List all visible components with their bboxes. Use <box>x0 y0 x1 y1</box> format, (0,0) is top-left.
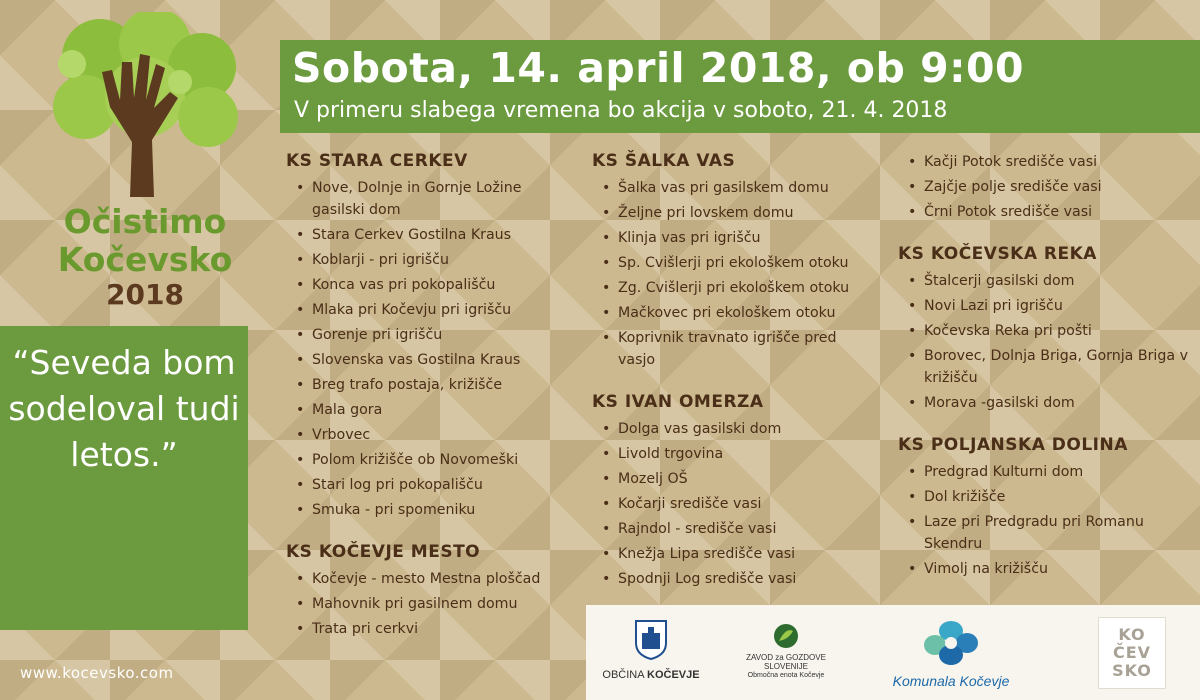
section-title-kocevje-mesto: KS KOČEVJE MESTO <box>286 542 481 562</box>
zavod-line-1: ZAVOD za GOZDOVE <box>746 653 826 662</box>
tree-hand-icon <box>30 12 260 202</box>
list-item: • Gorenje pri igrišču <box>286 324 566 346</box>
list-item: • Polom križišče ob Novomeški <box>286 449 566 471</box>
list-item: • Koblarji - pri igrišču <box>286 249 566 271</box>
column-3 <box>898 151 1188 583</box>
list-item: • Zg. Cvišlerji pri ekološkem otoku <box>592 277 872 299</box>
section-title-poljanska-dolina: KS POLJANSKA DOLINA <box>898 435 1128 455</box>
section-list-ivan-omerza <box>592 418 872 590</box>
list-item: • Klinja vas pri igrišču <box>592 227 872 249</box>
list-item: • Trata pri cerkvi <box>286 618 566 640</box>
list-item: • Zajčje polje središče vasi <box>898 176 1188 198</box>
list-item: • Kačji Potok središče vasi <box>898 151 1188 173</box>
list-item: • Laze pri Predgradu pri Romanu Skendru <box>898 511 1188 555</box>
sponsor-obcina-kocevje <box>596 619 706 681</box>
sponsor-kocevsko-brand <box>1098 617 1166 689</box>
list-item: • Vimolj na križišču <box>898 558 1188 580</box>
list-item: • Mačkovec pri ekološkem otoku <box>592 302 872 324</box>
list-item: • Koprivnik travnato igrišče pred vasjo <box>592 327 872 371</box>
sponsor-komunala-kocevje <box>876 617 1026 689</box>
logo-line-2: Kočevsko <box>57 240 233 279</box>
list-item: • Črni Potok središče vasi <box>898 201 1188 223</box>
list-item: • Stari log pri pokopališču <box>286 474 566 496</box>
column-2 <box>592 151 872 593</box>
forest-leaf-icon <box>771 623 801 649</box>
sponsors-bar <box>586 605 1200 700</box>
section-list-kocevje-mesto <box>286 568 566 640</box>
komunala-label: Komunala Kočevje <box>892 673 1010 689</box>
list-item: • Konca vas pri pokopališču <box>286 274 566 296</box>
list-item: • Stara Cerkev Gostilna Kraus <box>286 224 566 246</box>
list-item: • Kočevje - mesto Mestna ploščad <box>286 568 566 590</box>
zavod-line-3: Območna enota Kočevje <box>747 672 825 679</box>
list-item: • Borovec, Dolnja Briga, Gornja Briga v križišču <box>898 345 1188 389</box>
list-item: • Sp. Cvišlerji pri ekološkem otoku <box>592 252 872 274</box>
section-title-salka-vas: KS ŠALKA VAS <box>592 151 736 171</box>
section-title-stara-cerkev: KS STARA CERKEV <box>286 151 468 171</box>
list-item: • Mala gora <box>286 399 566 421</box>
list-item: • Smuka - pri spomeniku <box>286 499 566 521</box>
list-item: • Kočevska Reka pri pošti <box>898 320 1188 342</box>
list-item: • Kočarji središče vasi <box>592 493 872 515</box>
list-item: • Novi Lazi pri igrišču <box>898 295 1188 317</box>
list-item: • Vrbovec <box>286 424 566 446</box>
list-item: • Breg trafo postaja, križišče <box>286 374 566 396</box>
list-item: • Štalcerji gasilski dom <box>898 270 1188 292</box>
list-item: • Rajndol - središče vasi <box>592 518 872 540</box>
list-item: • Nove, Dolnje in Gornje Ložine gasilski dom <box>286 177 566 221</box>
quote-text: “Seveda bom sodeloval tudi letos.” <box>8 343 240 474</box>
list-item: • Šalka vas pri gasilskem domu <box>592 177 872 199</box>
section-title-ivan-omerza: KS IVAN OMERZA <box>592 392 764 412</box>
coat-of-arms-icon <box>634 619 668 661</box>
kocevje-label: KOČEVJE <box>647 669 700 681</box>
obcina-label: OBČINA <box>602 669 648 681</box>
section-title-kocevska-reka: KS KOČEVSKA REKA <box>898 244 1097 264</box>
logo-line-1: Očistimo <box>63 202 227 241</box>
section-list-salka-vas <box>592 177 872 371</box>
list-item: • Predgrad Kulturni dom <box>898 461 1188 483</box>
logo-year: 2018 <box>106 278 184 311</box>
date-banner <box>280 40 1200 133</box>
list-item: • Mlaka pri Kočevju pri igrišču <box>286 299 566 321</box>
zavod-line-2: SLOVENIJE <box>763 662 808 671</box>
list-item: • Željne pri lovskem domu <box>592 202 872 224</box>
section-list-poljanska-dolina <box>898 461 1188 580</box>
section-list-ivan-omerza-cont <box>898 151 1188 223</box>
list-item: • Livold trgovina <box>592 443 872 465</box>
section-list-stara-cerkev <box>286 177 566 521</box>
list-item: • Knežja Lipa središče vasi <box>592 543 872 565</box>
list-item: • Mozelj OŠ <box>592 468 872 490</box>
website-link[interactable]: www.kocevsko.com <box>20 664 174 682</box>
list-item: • Mahovnik pri gasilnem domu <box>286 593 566 615</box>
kocevsko-line-3: SKO <box>1112 661 1152 680</box>
bad-weather-note: V primeru slabega vremena bo akcija v soboto, 21. 4. 2018 <box>294 98 948 123</box>
ocistimo-kocevsko-logo <box>30 12 260 312</box>
list-item: • Dol križišče <box>898 486 1188 508</box>
sponsor-zavod-za-gozdove <box>726 623 846 680</box>
list-item: • Slovenska vas Gostilna Kraus <box>286 349 566 371</box>
list-item: • Spodnji Log središče vasi <box>592 568 872 590</box>
kocevsko-line-1: KO <box>1118 625 1146 644</box>
event-date-title: Sobota, 14. april 2018, ob 9:00 <box>292 44 1025 92</box>
flower-logo-icon <box>921 617 981 669</box>
kocevsko-line-2: ČEV <box>1112 643 1152 662</box>
quote-box <box>0 326 248 630</box>
column-1 <box>286 151 566 643</box>
list-item: • Dolga vas gasilski dom <box>592 418 872 440</box>
list-item: • Morava -gasilski dom <box>898 392 1188 414</box>
section-list-kocevska-reka <box>898 270 1188 414</box>
